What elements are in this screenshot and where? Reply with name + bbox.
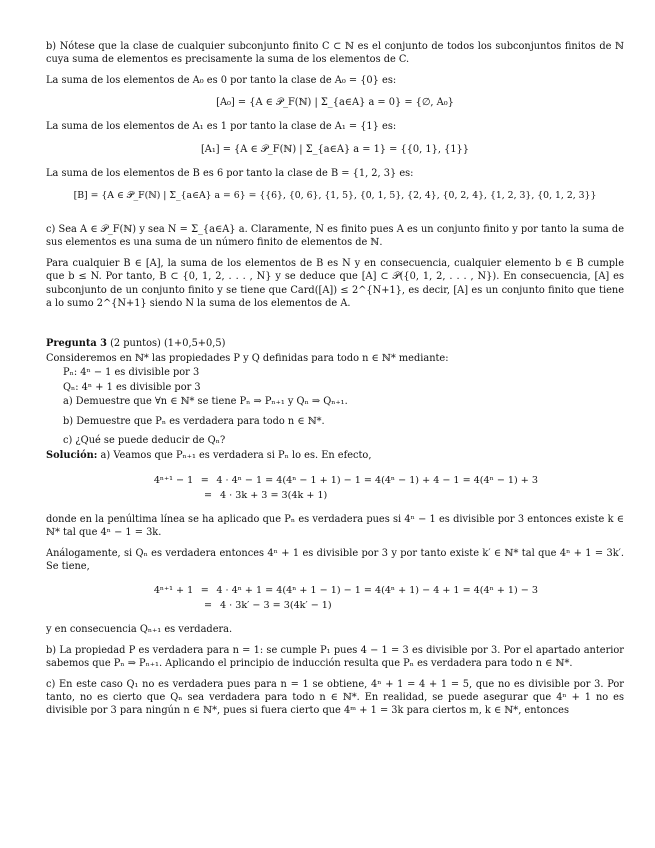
solution-a-intro (46, 449, 624, 462)
calc-lhs (118, 598, 196, 613)
calc-rhs: 4 · 3k′ − 3 = 3(4k′ − 1) (220, 600, 332, 612)
calc-row (118, 488, 538, 503)
calc-op: = (200, 585, 209, 597)
calc-row (118, 473, 538, 488)
calc-rhs: 4 · 4ⁿ + 1 = 4(4ⁿ + 1 − 1) − 1 = 4(4ⁿ + 1) − 4 + 1 = 4(4ⁿ + 1) − 3 (216, 585, 538, 597)
question-3-header (46, 337, 624, 350)
calc-rhs: 4 · 4ⁿ − 1 = 4(4ⁿ − 1 + 1) − 1 = 4(4ⁿ − 1) + 4 − 1 = 4(4ⁿ − 1) + 3 (216, 474, 538, 486)
solution-a-paragraph-4: y en consecuencia Qₙ₊₁ es verdadera. (46, 624, 233, 636)
b-equation: [B] = {A ∈ 𝒫_F(ℕ) | Σ_{a∈A} a = 6} = {{6}, {0, 6}, {1, 5}, {0, 1, 5}, {2, 4}, {0, 2, 4}, {1, 2, 3}, {0, 1, 2, 3}} (73, 190, 597, 202)
calc-op: = (200, 474, 209, 486)
calc-op: = (203, 489, 213, 501)
solution-a-paragraph-2: donde en la penúltima línea se ha aplicado que Pₙ es verdadera pues si 4ⁿ − 1 es divisible por 3 entonces existe k ∈ ℕ* tal que 4ⁿ − 1 = 3k. (46, 513, 624, 539)
property-p: Pₙ: 4ⁿ − 1 es divisible por 3 (63, 367, 200, 379)
solution-c: c) En este caso Q₁ no es verdadera pues para n = 1 se obtiene, 4ⁿ + 1 = 4 + 1 = 5, que no es divisible por 3. Por tanto, no es cierto que Qₙ sea verdadera para todo n ∈ ℕ*. En realidad, se puede asegurar que 4ⁿ + 1 no es divisible por 3 para ningún n ∈ ℕ*, pues si fuera cierto que 4ᵐ + 1 = 3k para ciertos m, k ∈ ℕ*, entonces (46, 678, 624, 717)
calculation-2 (118, 583, 538, 613)
question-3-a: a) Demuestre que ∀n ∈ ℕ* se tiene Pₙ ⇒ Pₙ₊₁ y Qₙ ⇒ Qₙ₊₁. (63, 396, 348, 408)
calc-row (118, 598, 538, 613)
calc-lhs: 4ⁿ⁺¹ + 1 (153, 585, 194, 597)
part-c-paragraph-1: c) Sea A ∈ 𝒫_F(ℕ) y sea N = Σ_{a∈A} a. Claramente, N es finito pues A es un conjunto finito y por tanto la suma de sus elementos es una suma de un número finito de elementos de ℕ. (46, 224, 624, 249)
calculation-1 (118, 473, 538, 503)
question-3-b: b) Demuestre que Pₙ es verdadera para todo n ∈ ℕ*. (63, 415, 325, 427)
a1-equation: [A₁] = {A ∈ 𝒫_F(ℕ) | Σ_{a∈A} a = 1} = {{0, 1}, {1}} (200, 143, 470, 155)
calc-lhs: 4ⁿ⁺¹ − 1 (153, 474, 194, 486)
a0-text: La suma de los elementos de A₀ es 0 por tanto la clase de A₀ = {0} es: (46, 74, 397, 86)
part-b-intro: b) Nótese que la clase de cualquier subconjunto finito C ⊂ ℕ es el conjunto de todos los subconjuntos finitos de ℕ cuya suma de elementos es precisamente la suma de los elementos de C. (46, 41, 624, 66)
question-3-title: Pregunta 3 (46, 338, 107, 350)
question-3-intro: Consideremos en ℕ* las propiedades P y Q definidas para todo n ∈ ℕ* mediante: (46, 352, 449, 364)
calc-row (118, 583, 538, 598)
a0-equation: [A₀] = {A ∈ 𝒫_F(ℕ) | Σ_{a∈A} a = 0} = {∅, A₀} (216, 97, 454, 109)
calc-lhs (118, 488, 196, 503)
property-q: Qₙ: 4ⁿ + 1 es divisible por 3 (63, 381, 201, 393)
solution-label: Solución: (46, 450, 98, 462)
solution-b: b) La propiedad P es verdadera para n = 1: se cumple P₁ pues 4 − 1 = 3 es divisible por 3. Por el apartado anterior sabemos que Pₙ ⇒ Pₙ₊₁. Aplicando el principio de inducción resulta que Pₙ es verdadera para todo n ∈ ℕ*. (46, 644, 624, 670)
a1-text: La suma de los elementos de A₁ es 1 por tanto la clase de A₁ = {1} es: (46, 121, 397, 133)
b-text: La suma de los elementos de B es 6 por tanto la clase de B = {1, 2, 3} es: (46, 167, 414, 179)
spacer (46, 213, 624, 223)
question-3-c: c) ¿Qué se puede deducir de Qₙ? (63, 434, 226, 446)
calc-rhs: 4 · 3k + 3 = 3(4k + 1) (220, 489, 328, 501)
part-c-paragraph-2: Para cualquier B ∈ [A], la suma de los elementos de B es N y en consecuencia, cualquier elemento b ∈ B cumple que b ≤ N. Por tanto, B ⊂ {0, 1, 2, . . . , N} y se deduce que [A] ⊂ 𝒫({0, 1, 2, . . . , N}). En consecuencia, [A] es subconjunto de un conjunto finito y se tiene que Card([A]) ≤ 2^{N+1}, es decir, [A] es un conjunto finito que tiene a lo sumo 2^{N+1} siendo N la suma de los elementos de A. (46, 257, 624, 310)
calc-op: = (203, 600, 213, 612)
spacer (46, 317, 624, 337)
question-3-points: (2 puntos) (1+0,5+0,5) (110, 338, 226, 350)
solution-a-paragraph-3: Análogamente, si Qₙ es verdadera entonces 4ⁿ + 1 es divisible por 3 y por tanto existe k′ ∈ ℕ* tal que 4ⁿ + 1 = 3k′. Se tiene, (46, 547, 624, 572)
solution-a-text: a) Veamos que Pₙ₊₁ es verdadera si Pₙ lo es. En efecto, (100, 450, 372, 462)
document-page (46, 40, 624, 725)
